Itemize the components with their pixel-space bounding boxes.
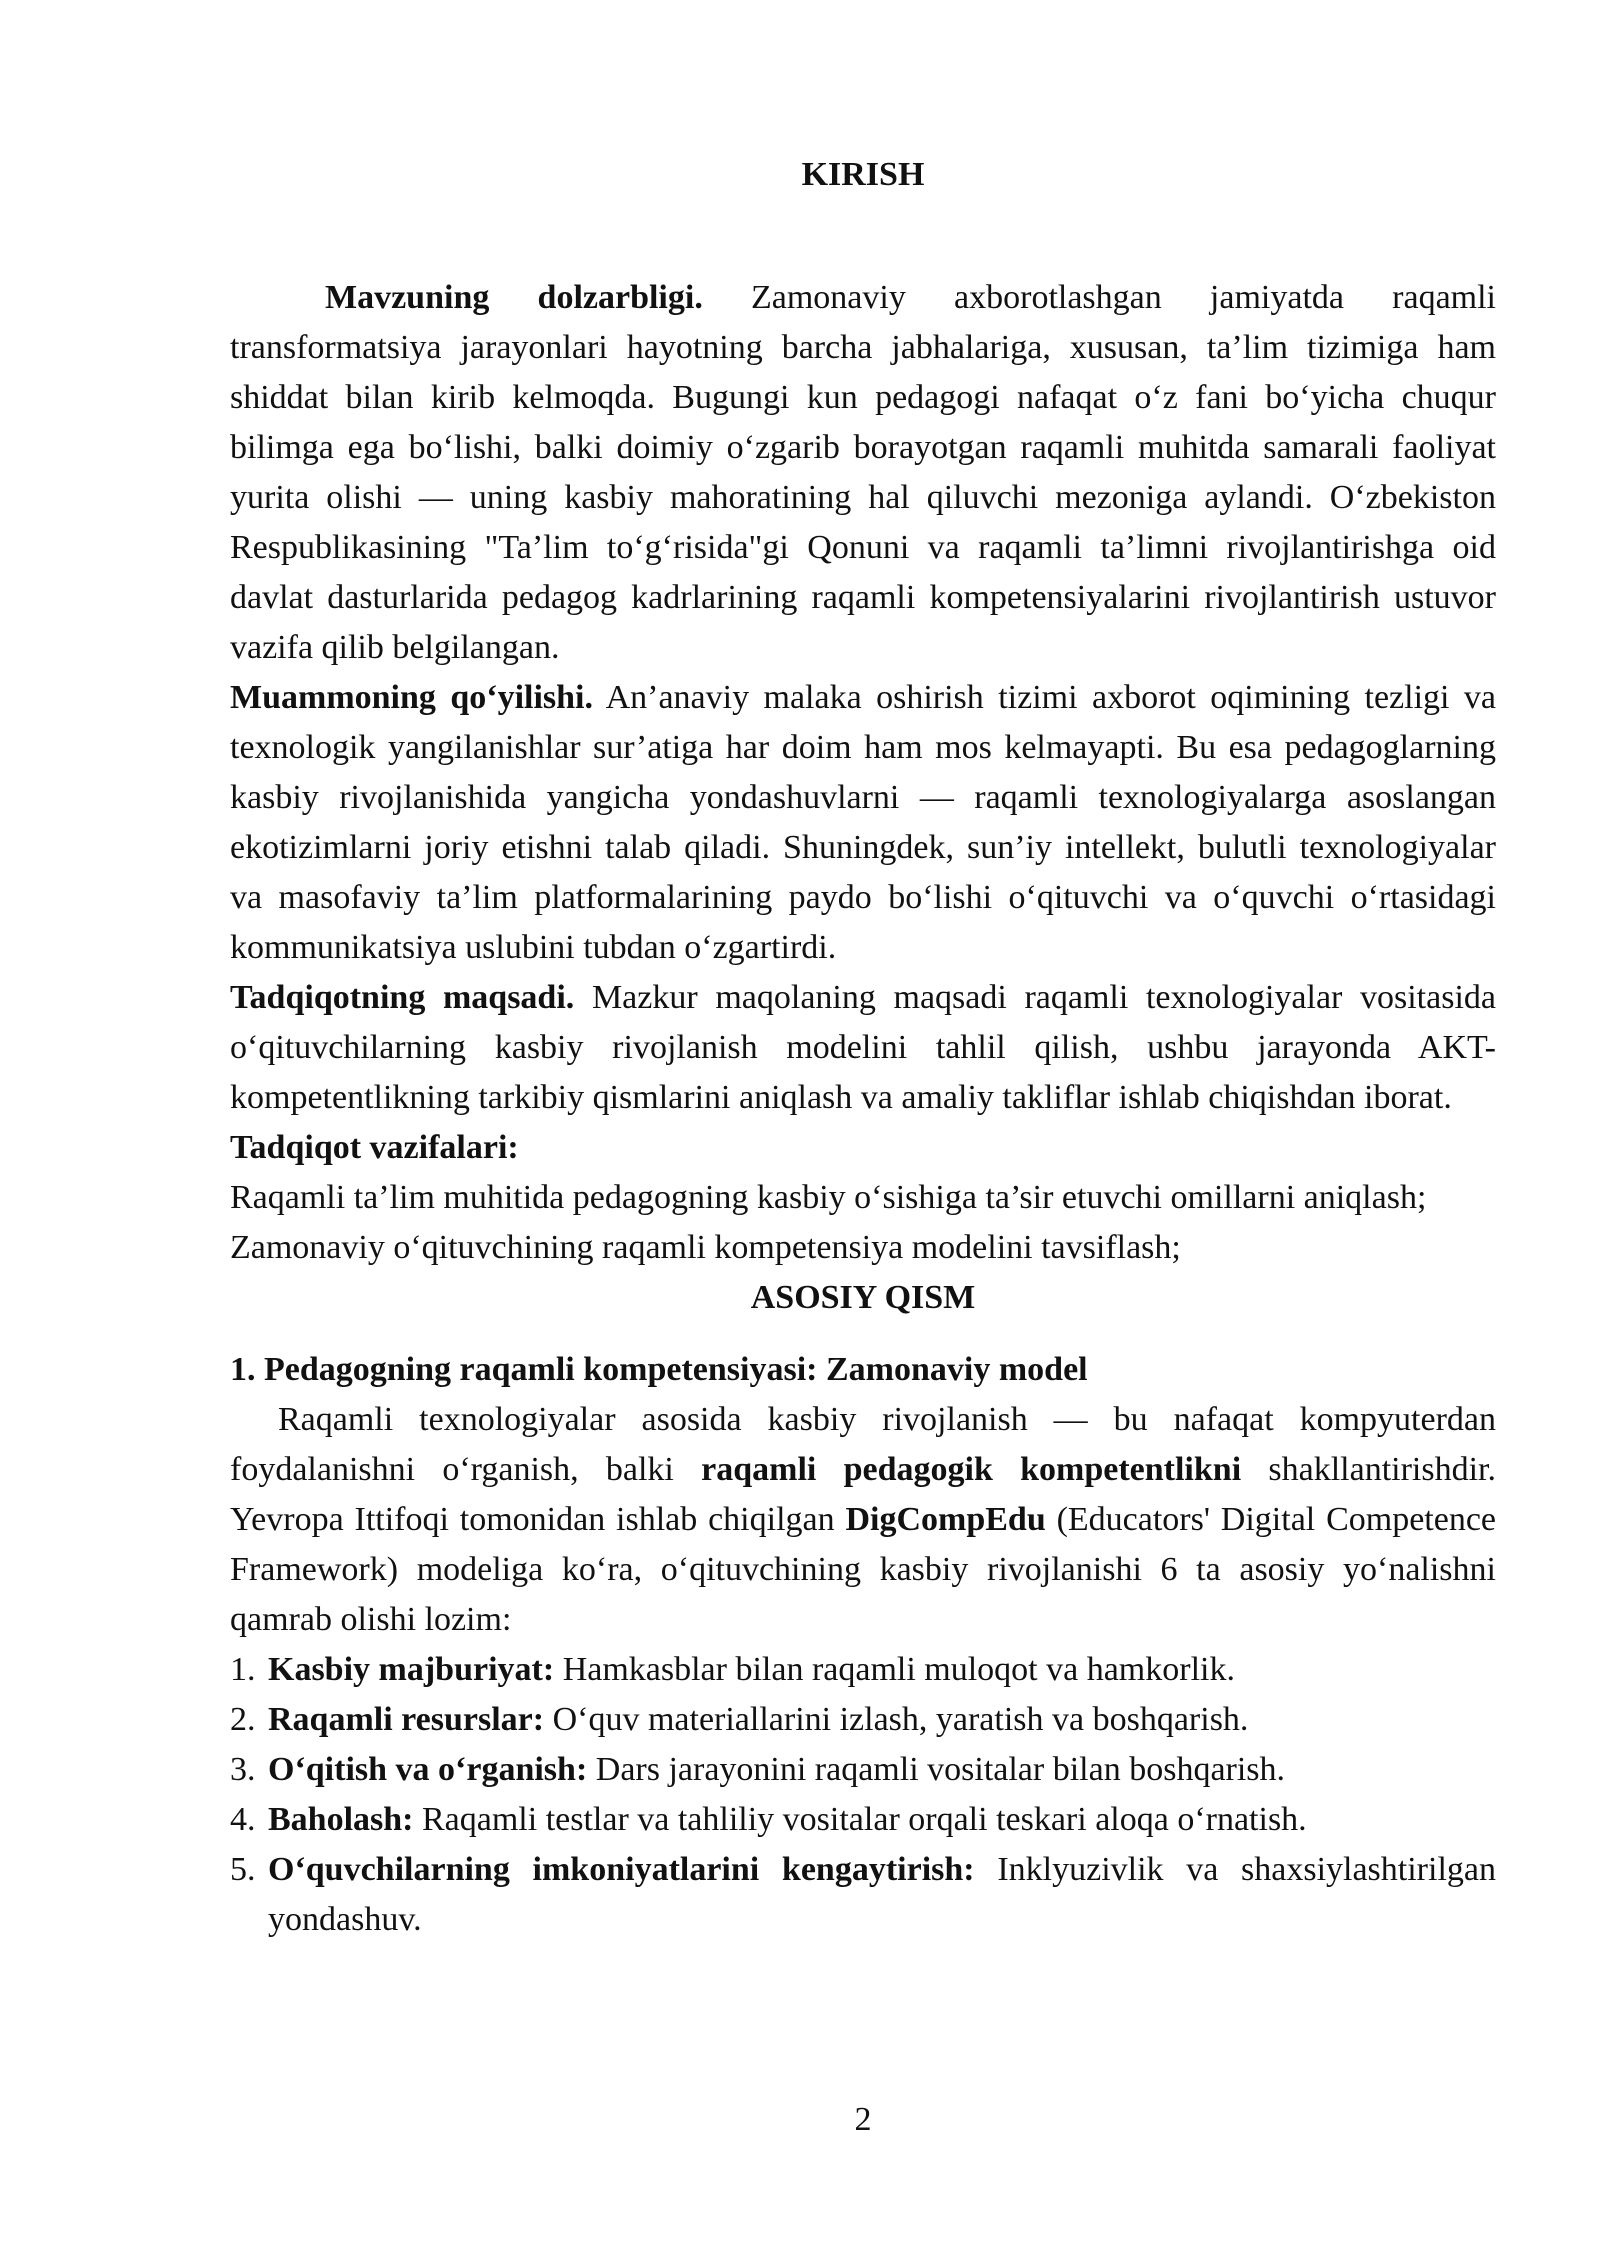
list-item-text: Inklyuzivlik va shaxsiylashtirilgan yondashuv. (268, 1851, 1496, 1938)
list-item (230, 1795, 1496, 1845)
problem-paragraph (230, 673, 1496, 973)
page-title: KIRISH (801, 156, 925, 193)
digcompedu-term: DigCompEdu (845, 1501, 1046, 1538)
list-item-text: O‘quv materiallarini izlash, yaratish va boshqarish. (544, 1701, 1249, 1738)
list-item-number: 1. (230, 1651, 256, 1688)
document-body (230, 273, 1496, 1945)
list-item (230, 1845, 1496, 1945)
tasks-heading: Tadqiqot vazifalari: (230, 1129, 519, 1166)
list-item (230, 1745, 1496, 1795)
list-item-number: 2. (230, 1701, 256, 1738)
list-item-number: 3. (230, 1751, 256, 1788)
list-item (230, 1645, 1496, 1695)
list-item-text: Dars jarayonini raqamli vositalar bilan boshqarish. (587, 1751, 1286, 1788)
page-number: 2 (854, 2101, 872, 2138)
list-item-number: 4. (230, 1801, 256, 1838)
section1-text: shakllantirishdir. Yevropa Ittifoqi tomonidan ishlab chiqilgan (230, 1451, 1497, 1538)
list-item (230, 1695, 1496, 1745)
section1-heading: 1. Pedagogning raqamli kompetensiyasi: Zamonaviy model (230, 1351, 1088, 1388)
intro-text: Zamonaviy axborotlashgan jamiyatda raqamli transformatsiya jarayonlari hayotning barcha jabhalariga, xususan, ta’lim tizimiga ham shiddat bilan kirib kelmoqda. Bugungi kun pedagogi nafaqat o‘z fani bo‘yicha chuqur bilimga ega bo‘lishi, balki doimiy o‘zgarib borayotgan raqamli muhitda samarali faoliyat yurita olishi — uning kasbiy mahoratining hal qiluvchi mezoniga aylandi. O‘zbekiston Respublikasining "Ta’lim to‘g‘risida"gi Qonuni va raqamli ta’limni rivojlantirishga oid davlat dasturlarida pedagog kadrlarining raqamli kompetensiyalarini rivojlantirish ustuvor vazifa qilib belgilangan. (230, 279, 1497, 666)
list-item-label: Kasbiy majburiyat: (268, 1651, 555, 1688)
goal-text: Mazkur maqolaning maqsadi raqamli texnologiyalar vositasida o‘qituvchilarning kasbiy rivojlanish modelini tahlil qilish, ushbu jarayonda AKT-kompetentlikning tarkibiy qismlarini aniqlash va amaliy takliflar ishlab chiqishdan iborat. (230, 979, 1496, 1116)
intro-paragraph (230, 273, 1496, 673)
list-item-label: Baholash: (268, 1801, 414, 1838)
section1-paragraph (230, 1395, 1496, 1645)
section1-text: (Educators' Digital Competence Framework) modeliga ko‘ra, o‘qituvchining kasbiy rivojlanishi 6 ta asosiy yo‘nalishni qamrab olishi lozim: (230, 1501, 1497, 1638)
main-section-title: ASOSIY QISM (750, 1279, 976, 1316)
list-item-label: O‘qitish va o‘rganish: (268, 1751, 588, 1788)
list-item-text: Raqamli testlar va tahliliy vositalar orqali teskari aloqa o‘rnatish. (413, 1801, 1307, 1838)
task-item: Raqamli ta’lim muhitida pedagogning kasbiy o‘sishiga ta’sir etuvchi omillarni aniqlash; (230, 1179, 1427, 1216)
goal-heading: Tadqiqotning maqsadi. (230, 979, 575, 1016)
list-item-label: O‘quvchilarning imkoniyatlarini kengaytirish: (268, 1851, 975, 1888)
task-item: Zamonaviy o‘qituvchining raqamli kompetensiya modelini tavsiflash; (230, 1229, 1181, 1266)
list-item-number: 5. (230, 1851, 256, 1888)
competence-list (230, 1645, 1496, 1945)
problem-heading: Muammoning qo‘yilishi. (230, 679, 594, 716)
goal-paragraph (230, 973, 1496, 1123)
list-item-text: Hamkasblar bilan raqamli muloqot va hamkorlik. (554, 1651, 1235, 1688)
section1-bold-term: raqamli pedagogik kompetentlikni (701, 1451, 1242, 1488)
section1-text: Raqamli texnologiyalar asosida kasbiy rivojlanish — bu nafaqat kompyuterdan foydalanishni o‘rganish, balki (230, 1401, 1496, 1488)
problem-text: An’anaviy malaka oshirish tizimi axborot oqimining tezligi va texnologik yangilanishlar sur’atiga har doim ham mos kelmayapti. Bu esa pedagoglarning kasbiy rivojlanishida yangicha yondashuvlarni — raqamli texnologiyalarga asoslangan ekotizimlarni joriy etishni talab qiladi. Shuningdek, sun’iy intellekt, bulutli texnologiyalar va masofaviy ta’lim platformalarining paydo bo‘lishi o‘qituvchi va o‘quvchi o‘rtasidagi kommunikatsiya uslubini tubdan o‘zgartirdi. (230, 679, 1496, 966)
list-item-label: Raqamli resurslar: (268, 1701, 545, 1738)
intro-heading: Mavzuning dolzarbligi. (325, 279, 703, 316)
